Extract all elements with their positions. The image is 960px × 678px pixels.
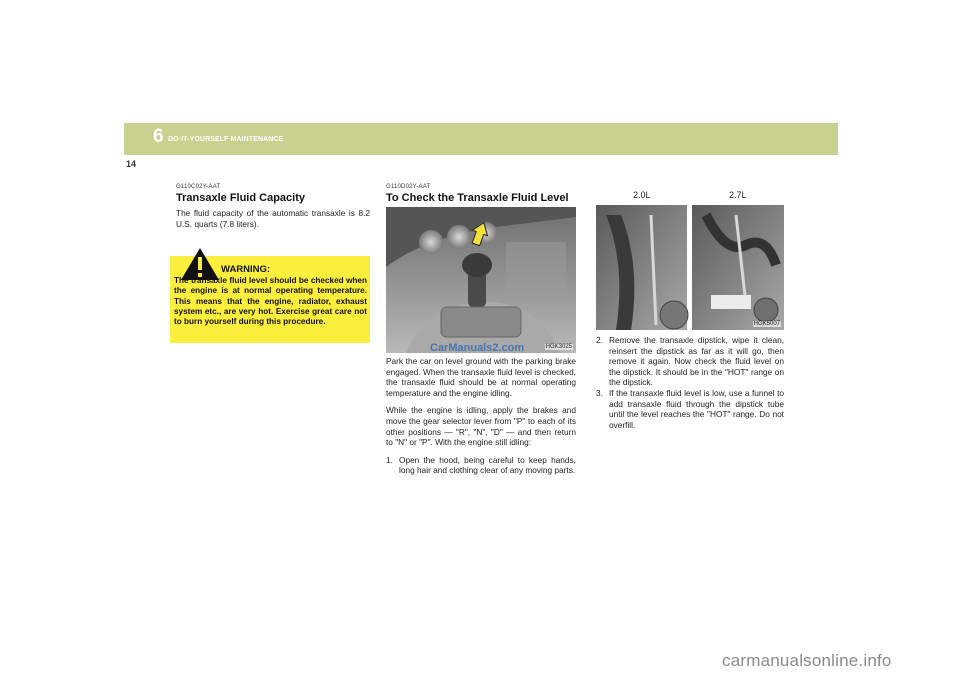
image-code: HGK5007 [753, 321, 780, 327]
paragraph: Park the car on level ground with the parking brake engaged. When the transaxle fluid level is checked, the transaxle fluid should be at normal operating temperature and the engine idling. [386, 356, 576, 398]
warning-title: WARNING: [221, 264, 271, 275]
engine-label-2-7l: 2.7L [729, 190, 747, 200]
step-text: Open the hood, being careful to keep hands, long hair and clothing clear of any moving parts. [399, 454, 576, 476]
step-number: 2. [596, 335, 603, 345]
middle-text [386, 356, 576, 476]
section-code: G110C02Y-AAT [176, 184, 221, 190]
section-code: G110D02Y-AAT [386, 184, 431, 190]
gear-selector-image [386, 207, 576, 353]
engine-label-2-0l: 2.0L [633, 190, 651, 200]
step-item [596, 388, 784, 430]
dipstick-image [596, 185, 784, 330]
middle-column [386, 184, 576, 204]
step-item [386, 455, 576, 476]
left-column [176, 184, 370, 229]
section-heading: Transaxle Fluid Capacity [176, 192, 305, 204]
step-text: Remove the transaxle dipstick, wipe it clean, reinsert the dipstick as far as it will go, then remove it again. Now check the fluid level on the dipstick. It should be in the "HOT" range on the dipstick. [609, 335, 784, 388]
right-text [596, 335, 784, 430]
section-number: 6 [153, 126, 164, 147]
step-number: 1. [386, 454, 393, 465]
image-code: HGK3025 [545, 344, 572, 350]
section-title: DO-IT-YOURSELF MAINTENANCE [168, 136, 284, 143]
watermark-carmanuals: CarManuals2.com [430, 342, 525, 354]
step-text: If the transaxle fluid level is low, use a funnel to add transaxle fluid through the dipstick tube until the level reaches the "HOT" range. Do not overfill. [609, 387, 784, 430]
section-heading: To Check the Transaxle Fluid Level [386, 192, 569, 204]
page-number: 14 [126, 159, 137, 169]
footer-watermark: carmanualsonline.info [722, 651, 892, 670]
paragraph: While the engine is idling, apply the brakes and move the gear selector lever from "P" to each of its other positions — "R", "N", "D" — and then return to "N" or "P". With the engine still idling: [386, 405, 576, 448]
warning-text: The transaxle fluid level should be checked when the engine is at normal operating temperature. This means that the engine, radiator, exhaust system etc., are very hot. Exercise great care not to burn yourself during this procedure. [174, 276, 367, 327]
step-item [596, 335, 784, 388]
capacity-text: The fluid capacity of the automatic transaxle is 8.2 U.S. quarts (7.8 liters). [176, 208, 370, 229]
step-number: 3. [596, 387, 603, 398]
